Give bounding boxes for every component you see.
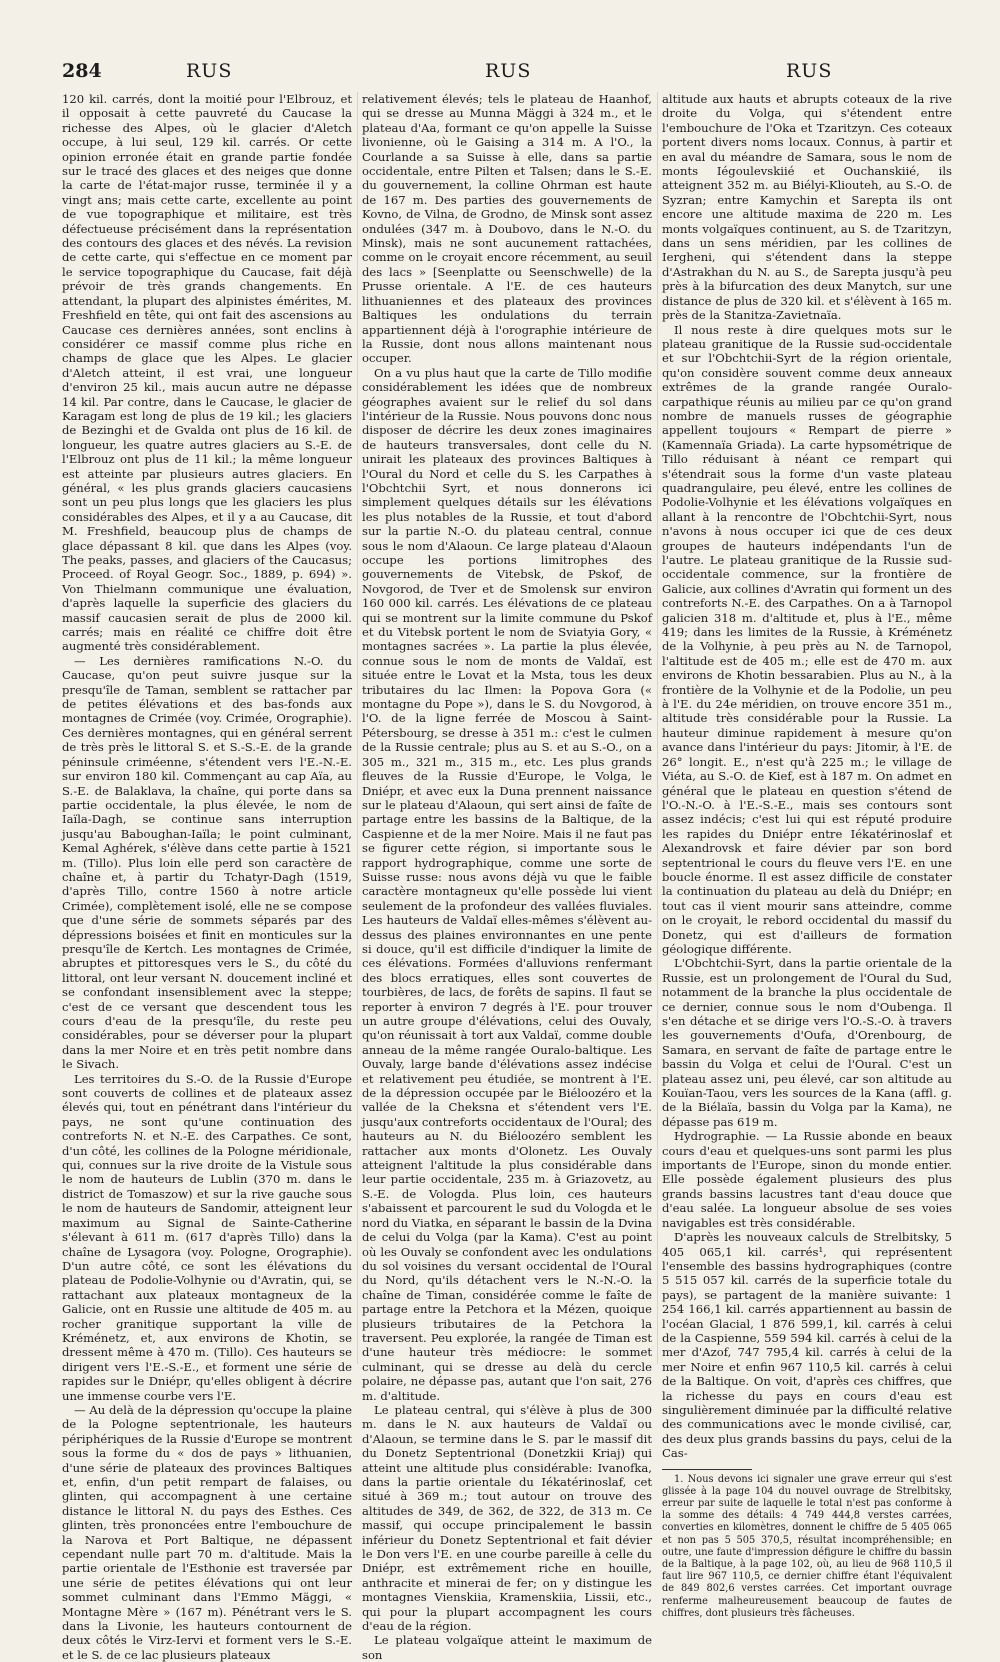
paragraph: On a vu plus haut que la carte de Tillo modifie considérablement les idées que de nombreux géographes avaient sur le relief du sol dans l'intérieur de la Russie. Nous pouvons donc nous disposer de décrire les deux zones imaginaires de hauteurs transversales, dont celle du N. unirait les plateaux des provinces Baltiques à l'Oural du Nord et celle du S. les Carpathes à l'Obchtchii Syrt, et nous donnerons ici simplement quelques détails sur les élévations les plus notables de la Russie, et tout d'abord sur la partie N.-O. du plateau central, connue sous le nom d'Alaoun. Ce large plateau d'Alaoun occupe les portions limitrophes des gouvernements de Vitebsk, de Pskof, de Novgorod, de Tver et de Smolensk sur environ 160 000 kil. carrés. Les élévations de ce plateau qui se montrent sur la limite commune du Pskof et du Vitebsk portent le nom de Sviatyia Gory, « montagnes sacrées ». La partie la plus élevée, connue sous le nom de monts de Valdaï, est située entre le Lovat et la Msta, tous les deux tributaires du lac Ilmen: la Popova Gora (« montagne du Pope »), dans le S. du Novgorod, à l'O. de la ligne ferrée de Moscou à Saint-Pétersbourg, se dresse à 351 m.: c'est le culmen de la Russie centrale; plus au S. et au S.-O., on a 305 m., 321 m., 315 m., etc. Les plus grands fleuves de la Russie d'Europe, le Volga, le Dniépr, et avec eux la Duna prennent naissance sur le plateau d'Alaoun, qui sert ainsi de faîte de partage entre les bassins de la Baltique, de la Caspienne et de la mer Noire. Mais il ne faut pas se figurer cette région, si importante sous le rapport hydrographique, comme une sorte de Suisse russe: nous avons déjà vu que le faible caractère montagneux qu'elle possède lui vient seulement de la profondeur des vallées fluviales. Les hauteurs de Valdaï elles-mêmes s'élèvent au-dessus des plaines environnantes en une pente si douce, qu'il est difficile d'indiquer la limite de ces élévations. Formées d'alluvions renfermant des blocs erratiques, elles sont couvertes de tourbières, de lacs, de forêts de sapins. Il faut se reporter à environ 7 degrés à l'E. pour trouver un autre groupe d'élévations, celui des Ouvaly, qu'on réunissait à tort aux Valdaï, comme double anneau de la même rangée Ouralo-baltique. Les Ouvaly, large bande d'élévations assez indécise et relativement peu étudiée, se montrent à l'E. de la dépression occupée par le Biéloozéro et la vallée de la Cheksna et s'étendent vers l'E. jusqu'aux contreforts occidentaux de l'Oural; des hauteurs au N. du Biéloozéro semblent les rattacher aux monts d'Olonetz. Les Ouvaly atteignent l'altitude la plus considérable dans leur partie occidentale, 235 m. à Griazovetz, au S.-E. de Vologda. Plus loin, ces hauteurs s'abaissent et parcourent le sud du Vologda et le nord du Viatka, en séparant le bassin de la Dvina de celui du Volga (par la Kama). C'est au point où les Ouvaly se confondent avec les ondulations du sol voisines du versant occidental de l'Oural du Nord, qu'ils détachent vers le N.-N.-O. la chaîne de Timan, considérée comme le faîte de partage entre la Petchora et la Mézen, quoique plusieurs tributaires de la Petchora la traversent. Peu explorée, la rangée de Timan est d'une hauteur très médiocre: le sommet culminant, qui se dresse au delà du cercle polaire, ne dépasse pas, autant que l'on sait, 276 m. d'altitude. <box>362 365 652 1403</box>
running-head-left: RUS <box>186 60 233 82</box>
article-columns <box>62 92 952 1662</box>
paragraph: 120 kil. carrés, dont la moitié pour l'Elbrouz, et il opposait à cette pauvreté du Caucase la richesse des Alpes, où le glacier d'Aletch occupe, à lui seul, 129 kil. carrés. Or cette opinion erronée était en grande partie fondée sur le tracé des glaces et des neiges que donne la carte de l'état-major russe, terminée il y a vingt ans; mais cette carte, excellente au point de vue topographique et militaire, est très défectueuse précisément dans la représentation des contours des glaces et des névés. La revision de cette carte, qui s'effectue en ce moment par le service topographique du Caucase, fait déjà prévoir de très grands changements. En attendant, la plupart des alpinistes émérites, M. Freshfield en tête, qui ont fait des ascensions au Caucase ces dernières années, sont enclins à considérer ce massif comme plus riche en champs de glace que les Alpes. Le glacier d'Aletch atteint, il est vrai, une longueur d'environ 25 kil., mais aucun autre ne dépasse 14 kil. Par contre, dans le Caucase, le glacier de Karagam est long de plus de 19 kil.; les glaciers de Bezinghi et de Gvalda ont plus de 16 kil. de longueur, les quatre autres glaciers au S.-E. de l'Elbrouz ont plus de 11 kil.; la même longueur est atteinte par plusieurs autres glaciers. En général, « les plus grands glaciers caucasiens sont un peu plus longs que les glaciers les plus considérables des Alpes, et il y a au Caucase, dit M. Freshfield, beaucoup plus de champs de glace dépassant 8 kil. que dans les Alpes (voy. The peaks, passes, and glaciers of the Caucasus; Proceed. of Royal Geogr. Soc., 1889, p. 694) ». Von Thielmann communique une évaluation, d'après laquelle la superficie des glaciers du massif caucasien serait de plus de 2000 kil. carrés; mais en réalité ce chiffre doit être augmenté très considérablement. <box>62 92 352 654</box>
footnote-divider <box>662 1469 752 1470</box>
paragraph: Il nous reste à dire quelques mots sur le plateau granitique de la Russie sud-occidentale et sur l'Obchtchii-Syrt de la région orientale, qu'on considère souvent comme deux anneaux extrêmes de la grande rangée Ouralo-carpathique réunis au milieu par ce qu'on grand nombre de manuels russes de géographie appellent toujours « Rempart de pierre » (Kamennaïa Griada). La carte hypsométrique de Tillo réduisant à néant ce rempart qui s'étendrait sous la forme d'un vaste plateau quadrangulaire, peu élevé, entre les collines de Podolie-Volhynie et les élévations volgaïques en allant à la rencontre de l'Obchtchii-Syrt, nous n'avons à nous occuper ici que de ces deux groupes de hauteurs indépendants l'un de l'autre. Le plateau granitique de la Russie sud-occidentale commence, sur la frontière de Galicie, aux collines d'Avratin qui forment un des contreforts N.-E. des Carpathes. On a à Tarnopol galicien 318 m. d'altitude et, plus à l'E., même 419; dans les limites de la Russie, à Kréménetz de la Volhynie, à peu près au N. de Tarnopol, l'altitude est de 405 m.; elle est de 470 m. aux environs de Khotin bessarabien. Plus au N., à la frontière de la Volhynie et de la Podolie, un peu à l'E. du 24e méridien, on trouve encore 351 m., altitude très considérable pour la Russie. La hauteur diminue rapidement à mesure qu'on avance dans l'intérieur du pays: Jitomir, à l'E. de 26° longit. E., n'est qu'à 225 m.; le village de Viéta, au S.-O. de Kief, est à 187 m. On admet en général que le plateau en question s'étend de l'O.-N.-O. à l'E.-S.-E., mais ses contours sont assez indécis; c'est lui qui est réputé produire les rapides du Dniépr entre Iékatérinoslaf et Alexandrovsk et faire dévier par son bord septentrional le cours du fleuve vers l'E. en une boucle énorme. Il est assez difficile de constater la continuation du plateau au delà du Dniépr; en tout cas il vient mourir sans atteindre, comme on le croyait, le rebord occidental du massif du Donetz, qui est d'ailleurs de formation géologique différente. <box>662 322 952 956</box>
text-column-3 <box>657 92 952 1619</box>
paragraph: relativement élevés; tels le plateau de Haanhof, qui se dresse au Munna Mäggi à 324 m., et le plateau d'Aa, formant ce qu'on appelle la Suisse livonienne, où le Gaising a 314 m. A l'O., la Courlande a sa Suisse à elle, dans sa partie occidentale, entre Pilten et Talsen; dans le S.-E. du gouvernement, la colline Ohrman est haute de 167 m. Des parties des gouvernements de Kovno, de Vilna, de Grodno, de Minsk sont assez ondulées (347 m. à Doubovo, dans le N.-O. du Minsk), mais ne sont aucunement rattachées, comme on le croyait encore récemment, au seuil des lacs » [Seenplatte ou Seenschwelle) de la Prusse orientale. A l'E. de ces hauteurs lithuaniennes et des plateaux des provinces Baltiques les ondulations du terrain appartiennent déjà à l'orographie intérieure de la Russie, dont nous allons maintenant nous occuper. <box>362 92 652 366</box>
footnote: 1. Nous devons ici signaler une grave erreur qui s'est glissée à la page 104 du nouvel ouvrage de Strelbitsky, erreur par suite de laquelle le total n'est pas conforme à la somme des détails: 4 749 444,8 verstes carrées, converties en kilomètres, donnent le chiffre de 5 405 065 et non pas 5 505 370,5, résultat incompréhensible; en outre, une faute d'impression défigure le chiffre du bassin de la Baltique, à la page 102, où, au lieu de 968 110,5 il faut lire 967 110,5, ce dernier chiffre étant l'équivalent de 849 802,6 verstes carrées. Cet important ouvrage renferme malheureusement beaucoup de fautes de chiffres, dont plusieurs très fâcheuses. <box>662 1473 952 1619</box>
paragraph: D'après les nouveaux calculs de Strelbitsky, 5 405 065,1 kil. carrés¹, qui représentent l'ensemble des bassins hydrographiques (contre 5 515 057 kil. carrés de la superficie totale du pays), se partagent de la manière suivante: 1 254 166,1 kil. carrés appartiennent au bassin de l'océan Glacial, 1 876 599,1, kil. carrés à celui de la Caspienne, 559 594 kil. carrés à celui de la mer d'Azof, 747 795,4 kil. carrés à celui de la mer Noire et enfin 967 110,5 kil. carrés à celui de la Baltique. On voit, d'après ces chiffres, que la richesse du pays en cours d'eau est singulièrement diminuée par la difficulté relative des communications avec le monde civilisé, car, des deux plus grands bassins du pays, celui de la Cas- <box>662 1230 952 1461</box>
page-number: 284 <box>62 60 102 82</box>
paragraph: — Au delà de la dépression qu'occupe la plaine de la Pologne septentrionale, les hauteurs périphériques de la Russie d'Europe se montrent sous la forme du « dos de pays » lithuanien, d'une série de plateaux des provinces Baltiques et, enfin, d'un petit rempart de falaises, ou glinten, qui accompagnent à une certaine distance le littoral N. du pays des Esthes. Ces glinten, très prononcées entre l'embouchure de la Narova et Port Baltique, ne dépassent cependant nulle part 70 m. d'altitude. Mais la partie orientale de l'Esthonie est traversée par une série de petites élévations qui ont leur sommet culminant dans l'Emmo Mäggi, « Montagne Mère » (167 m). Pénétrant vers le S. dans la Livonie, les hauteurs contournent de deux côtés le Virz-Iervi et forment vers le S.-E. et le S. de ce lac plusieurs plateaux <box>62 1402 352 1662</box>
paragraph: Le plateau central, qui s'élève à plus de 300 m. dans le N. aux hauteurs de Valdaï ou d'Alaoun, se termine dans le S. par le massif dit du Donetz Septentrional (Donetzkii Kriaj) qui atteint une altitude plus considérable: Ivanofka, dans la partie orientale du Iékatérinoslaf, cet situé à 369 m.; tout autour on trouve des altitudes de 349, de 362, de 322, de 313 m. Ce massif, qui occupe principalement le bassin inférieur du Donetz Septentrional et fait dévier le Don vers l'E. en une courbe pareille à celle du Dniépr, est extrêmement riche en houille, anthracite et minerai de fer; on y distingue les montagnes Vienskiia, Kramenskiia, Lissii, etc., qui pour la plupart accompagnent les cours d'eau de la région. <box>362 1402 652 1634</box>
running-head-center: RUS <box>485 60 532 82</box>
paragraph: Les territoires du S.-O. de la Russie d'Europe sont couverts de collines et de plateaux assez élevés qui, tout en pénétrant dans l'intérieur du pays, ne sont qu'une continuation des contreforts N. et N.-E. des Carpathes. Ce sont, d'un côté, les collines de la Pologne méridionale, qui, connues sur la rive droite de la Vistule sous le nom de hauteurs de Lublin (370 m. dans le district de Tomaszow) et sur la rive gauche sous le nom de hauteurs de Sandomir, atteignent leur maximum au Signal de Sainte-Catherine s'élevant à 611 m. (617 d'après Tillo) dans la chaîne de Lysagora (voy. Pologne, Orographie). D'un autre côté, ce sont les élévations du plateau de Podolie-Volhynie ou d'Avratin, qui, se rattachant aux plateaux montagneux de la Galicie, ont en Russie une altitude de 405 m. au rocher granitique supportant la ville de Kréménetz, et, aux environs de Khotin, se dressent même à 470 m. (Tillo). Ces hauteurs se dirigent vers l'E.-S.-E., et forment une série de rapides sur le Dniépr, qu'elles obligent à décrire une immense courbe vers l'E. <box>62 1071 352 1403</box>
page-header <box>60 60 935 92</box>
paragraph: L'Obchtchii-Syrt, dans la partie orientale de la Russie, est un prolongement de l'Oural du Sud, notamment de la branche la plus occidentale de ce dernier, connue sous le nom d'Oubenga. Il s'en détache et se dirige vers l'O.-S.-O. à travers les gouvernements d'Oufa, d'Orenbourg, de Samara, en servant de faîte de partage entre le bassin du Volga et celui de l'Oural. C'est un plateau assez uni, peu élevé, car son altitude au Kouïan-Taou, vers les sources de la Kana (affl. g. de la Biélaïa, bassin du Volga par la Kama), ne dépasse pas 619 m. <box>662 956 952 1129</box>
paragraph: Hydrographie. — La Russie abonde en beaux cours d'eau et quelques-uns sont parmi les plus importants de l'Europe, sinon du monde entier. Elle possède également plusieurs des plus grands bassins lacustres tant d'eau douce que d'eau salée. La longueur absolue de ses voies navigables est très considérable. <box>662 1129 952 1230</box>
text-column-2 <box>357 92 652 1662</box>
text-column-1 <box>62 92 352 1662</box>
paragraph: altitude aux hauts et abrupts coteaux de la rive droite du Volga, qui s'étendent entre l'embouchure de l'Oka et Tzaritzyn. Ces coteaux portent divers noms locaux. Connus, à partir et en aval du méandre de Samara, sous le nom de monts Iégoulevskiié et Ouchanskiié, ils atteignent 352 m. au Biélyi-Kliouteh, au S.-O. de Syzran; entre Kamychin et Sarepta ils ont encore une altitude maxima de 220 m. Les monts volgaïques continuent, au S. de Tzaritzyn, dans un sens méridien, par les collines de Iergheni, qui s'étendent dans la steppe d'Astrakhan du N. au S., de Sarepta jusqu'à peu près à la bifurcation des deux Manytch, sur une distance de plus de 320 kil. et s'élèvent à 165 m. près de la Stanitza-Zavietnaïa. <box>662 92 952 323</box>
running-head-right: RUS <box>786 60 833 82</box>
paragraph: — Les dernières ramifications N.-O. du Caucase, qu'on peut suivre jusque sur la presqu'île de Taman, semblent se rattacher par de petites élévations et des bas-fonds aux montagnes de Crimée (voy. Crimée, Orographie). Ces dernières montagnes, qui en général serrent de très près le littoral S. et S.-S.-E. de la grande péninsule criméenne, s'étendent vers l'E.-N.-E. sur environ 180 kil. Commençant au cap Aïa, au S.-E. de Balaklava, la chaîne, qui porte dans sa partie occidentale, la plus élevée, le nom de Iaïla-Dagh, se continue sans interruption jusqu'au Baboughan-Iaïla; le point culminant, Kemal Aghérek, s'élève dans cette partie à 1521 m. (Tillo). Plus loin elle perd son caractère de chaîne et, à partir du Tchatyr-Dagh (1519, d'après Tillo, contre 1560 à notre article Crimée), complètement isolé, elle ne se compose que d'une série de sommets séparés par des dépressions boisées et finit en monticules sur la presqu'île de Kertch. Les montagnes de Crimée, abruptes et pittoresques vers le S., du côté du littoral, ont leur versant N. doucement incliné et se confondant insensiblement avec la steppe; c'est de ce versant que descendent tous les cours d'eau de la presqu'île, du reste peu considérables, pour se déverser pour la plupart dans la mer Noire et en très petit nombre dans le Sivach. <box>62 653 352 1072</box>
paragraph: Le plateau volgaïque atteint le maximum de son <box>362 1633 652 1662</box>
